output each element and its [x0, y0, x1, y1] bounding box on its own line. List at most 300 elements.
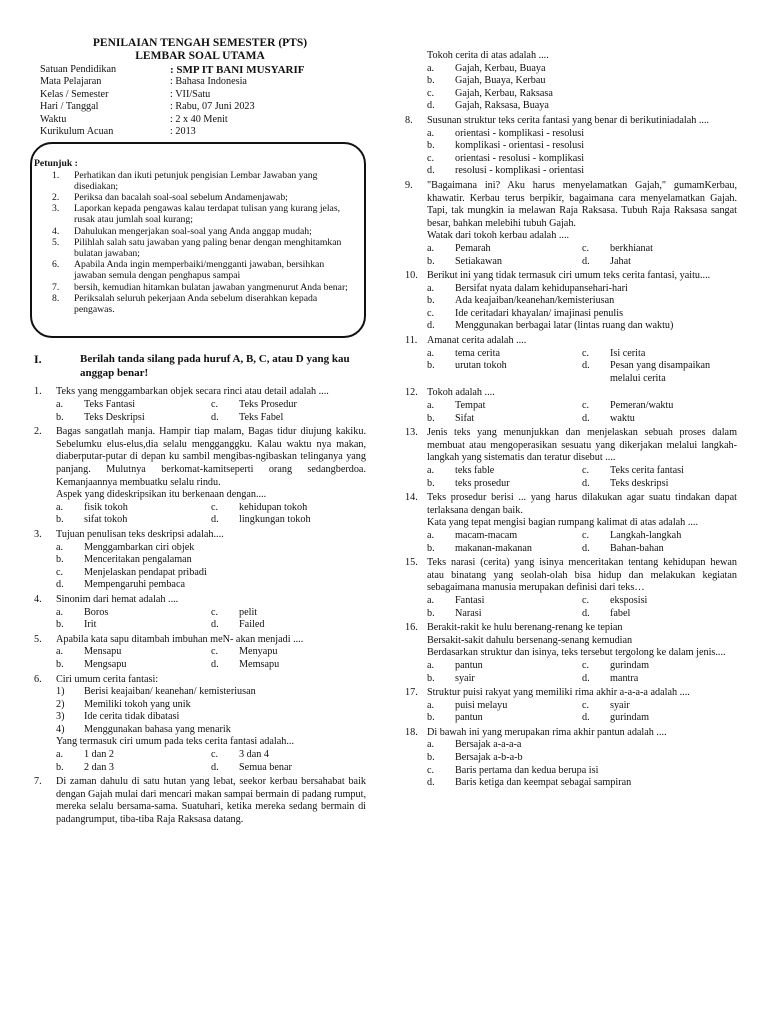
question-item	[34, 674, 366, 750]
option-text: sifat tokoh	[84, 514, 128, 526]
answer-option	[56, 579, 366, 592]
option-text: macam-macam	[455, 529, 518, 541]
option-text: mantra	[610, 672, 639, 684]
option-letter: b.	[56, 554, 64, 566]
option-letter: a.	[56, 606, 64, 618]
question-item	[34, 634, 366, 647]
option-letter: d.	[582, 607, 590, 619]
option-text: Menyapu	[239, 646, 278, 658]
answer-option	[211, 646, 366, 659]
option-letter: c.	[582, 529, 590, 541]
option-text: pelit	[239, 606, 258, 618]
answer-option	[427, 777, 737, 790]
option-text: Pemarah	[455, 242, 491, 254]
answer-option	[582, 413, 737, 426]
instruction-item	[52, 170, 352, 192]
option-letter: b.	[427, 752, 435, 764]
option-letter: a.	[427, 282, 435, 294]
question-stem: Tokoh adalah ....	[427, 387, 495, 399]
question-prompt: Yang termasuk ciri umum pada teks cerita fantasi adalah...	[56, 736, 295, 748]
answer-option	[427, 320, 737, 333]
question-body	[427, 427, 737, 465]
answer-option	[582, 348, 737, 361]
meta-value: : VII/Satu	[170, 88, 211, 100]
option-letter: b.	[427, 75, 435, 87]
answer-option	[427, 478, 582, 491]
option-letter: d.	[427, 320, 435, 332]
option-text: Baris pertama dan kedua berupa isi	[455, 764, 599, 776]
option-text: Teks Prosedur	[239, 399, 297, 411]
subitem-text: Menggunakan bahasa yang menarik	[84, 723, 231, 735]
answer-options	[34, 749, 366, 774]
instruction-number: 3.	[52, 203, 60, 215]
option-text: gurindam	[610, 659, 650, 671]
option-letter: d.	[211, 514, 219, 526]
subitem-text: Berisi keajaiban/ keanehan/ kemisteriusan	[84, 686, 256, 698]
answer-option	[211, 502, 366, 515]
answer-option	[427, 413, 582, 426]
question-item	[34, 386, 366, 399]
option-letter: a.	[56, 541, 64, 553]
exam-meta	[34, 64, 366, 138]
option-text: syair	[610, 699, 630, 711]
option-letter: a.	[427, 242, 435, 254]
question-number: 5.	[34, 633, 42, 645]
subitem-label: 3)	[56, 711, 65, 723]
question-item	[405, 50, 737, 63]
question-item	[405, 557, 737, 595]
option-letter: d.	[582, 542, 590, 554]
question-item	[405, 270, 737, 283]
question-body	[56, 776, 366, 826]
option-letter: d.	[211, 658, 219, 670]
question-prompt: Watak dari tokoh kerbau adalah ....	[427, 230, 570, 242]
question-number: 18.	[405, 726, 418, 738]
answer-option	[582, 700, 737, 713]
meta-value: : 2 x 40 Menit	[170, 113, 228, 125]
option-text: teks prosedur	[455, 477, 510, 489]
question-number: 14.	[405, 492, 418, 504]
answer-option	[211, 412, 366, 425]
question-stem: "Bagaimana ini? Aku harus menyelamatkan Gajah," gumamKerbau, khawatir. Kerbau terus berpikir, bagaimana cara menyelamatkan Gajah. Tapi, tak mungkin ia melawan Raja Raksasa. Tubuh Raja Raksasa sangat besar, bahkan melebihi tubuh Gajah.	[427, 179, 737, 229]
option-letter: b.	[427, 672, 435, 684]
option-letter: b.	[56, 761, 64, 773]
option-text: eksposisi	[610, 594, 648, 606]
question-number: 3.	[34, 528, 42, 540]
option-letter: d.	[427, 100, 435, 112]
option-text: 2 dan 3	[84, 761, 114, 773]
option-letter: d.	[211, 411, 219, 423]
option-text: Mensapu	[84, 646, 122, 658]
option-letter: b.	[56, 619, 64, 631]
instruction-text: Periksa dan bacalah soal-soal sebelum Andamenjawab;	[74, 192, 288, 204]
instruction-number: 6.	[52, 259, 60, 271]
answer-option	[56, 399, 211, 412]
question-item	[405, 492, 737, 530]
option-letter: b.	[427, 255, 435, 267]
option-text: Gajah, Kerbau, Buaya	[455, 62, 546, 74]
question-stem: Ciri umum cerita fantasi:	[56, 673, 159, 685]
option-letter: d.	[56, 579, 64, 591]
question-number: 15.	[405, 557, 418, 569]
answer-option	[427, 88, 737, 101]
option-text: Isi cerita	[610, 347, 646, 359]
subitem-text: Memiliki tokoh yang unik	[84, 698, 191, 710]
option-letter: b.	[427, 295, 435, 307]
meta-value: : 2013	[170, 126, 196, 138]
option-text: fisik tokoh	[84, 501, 128, 513]
instruction-text: bersih, kemudian hitamkan bulatan jawaban yangmenurut Anda benar;	[74, 281, 348, 293]
answer-option	[211, 749, 366, 762]
question-item	[34, 594, 366, 607]
option-letter: b.	[427, 140, 435, 152]
answer-option	[582, 400, 737, 413]
answer-option	[427, 739, 737, 752]
option-letter: b.	[56, 411, 64, 423]
option-text: Menggunakan berbagai latar (lintas ruang dan waktu)	[455, 320, 674, 332]
option-text: Langkah-langkah	[610, 529, 682, 541]
answer-option	[582, 712, 737, 725]
answer-option	[427, 243, 582, 256]
question-number: 11.	[405, 335, 418, 347]
option-letter: a.	[427, 594, 435, 606]
answer-option	[211, 619, 366, 632]
answer-options	[34, 399, 366, 424]
instructions-list	[32, 170, 352, 316]
option-text: Pesan yang disampaikan melalui cerita	[610, 360, 711, 384]
question-body	[427, 387, 737, 400]
question-stem: Bagas sangatlah manja. Hampir tiap malam, Bagas tidur diujung kakiku. Sebelumku elus-elus,dia selalu mengganggku. Kalau waktu nya makan, diaberputar-putar di depan ku sambil mengibas-ngibaskan telinganya yang panjang. Mulutnya berkomat-kamitseperti orang sedangberdoa. Kemanjaannya membuatku selalu rindu.	[56, 426, 366, 488]
question-body	[427, 492, 737, 530]
option-text: 3 dan 4	[239, 749, 269, 761]
option-letter: b.	[427, 360, 435, 372]
answer-option	[211, 607, 366, 620]
question-stem: Apabila kata sapu ditambah imbuhan meN- akan menjadi ....	[56, 633, 304, 645]
answer-option	[582, 660, 737, 673]
option-letter: c.	[582, 242, 590, 254]
answer-option	[582, 360, 737, 385]
answer-option	[427, 256, 582, 269]
question-body	[427, 115, 737, 128]
questions-right	[405, 50, 737, 790]
question-prompt: Kata yang tepat mengisi bagian rumpang kalimat di atas adalah ....	[427, 517, 699, 529]
option-text: Bersajak a-b-a-b	[455, 752, 523, 764]
answer-option	[427, 465, 582, 478]
question-number: 7.	[34, 776, 42, 788]
instruction-text: Periksalah seluruh pekerjaan Anda sebelum diserahkan kepada pengawas.	[74, 292, 318, 316]
question-body	[56, 674, 366, 750]
instruction-number: 8.	[52, 292, 60, 304]
question-item	[405, 180, 737, 243]
option-text: Teks Fabel	[239, 411, 284, 423]
option-text: Mengsapu	[84, 658, 127, 670]
answer-option	[56, 607, 211, 620]
option-letter: d.	[427, 165, 435, 177]
option-text: 1 dan 2	[84, 749, 114, 761]
answer-option	[427, 100, 737, 113]
meta-key: Kurikulum Acuan	[40, 126, 114, 138]
option-letter: c.	[582, 400, 590, 412]
option-letter: a.	[56, 399, 64, 411]
question-body	[427, 687, 737, 700]
question-body	[56, 594, 366, 607]
question-body	[56, 529, 366, 542]
answer-options	[405, 465, 737, 490]
option-text: Pemeran/waktu	[610, 400, 674, 412]
option-text: Memsapu	[239, 658, 280, 670]
instruction-item	[52, 226, 352, 237]
option-text: komplikasi - orientasi - resolusi	[455, 140, 585, 152]
answer-option	[211, 659, 366, 672]
option-letter: a.	[427, 465, 435, 476]
answer-options	[34, 502, 366, 527]
question-subitem	[56, 699, 366, 712]
question-prompt: Berdasarkan struktur dan isinya, teks tersebut tergolong ke dalam jenis....	[427, 647, 726, 659]
question-item	[405, 335, 737, 348]
meta-value: : SMP IT BANI MUSYARIF	[170, 64, 305, 76]
instruction-item	[52, 282, 352, 293]
question-item	[34, 426, 366, 502]
instruction-text: Apabila Anda ingin memperbaiki/mengganti jawaban, bersihkan jawaban semula dengan penghapus sampai	[74, 259, 325, 282]
option-text: Bersajak a-a-a-a	[455, 739, 522, 751]
option-text: Fantasi	[455, 594, 485, 606]
option-text: Ide ceritadari khayalan/ imajinasi penulis	[455, 307, 624, 319]
instruction-item	[52, 293, 352, 315]
answer-option	[56, 646, 211, 659]
option-text: makanan-makanan	[455, 542, 532, 554]
meta-key: Mata Pelajaran	[40, 76, 102, 88]
answer-options	[34, 646, 366, 671]
question-item	[405, 387, 737, 400]
question-body	[427, 557, 737, 595]
option-text: Menceritakan pengalaman	[84, 554, 192, 566]
meta-row	[34, 101, 366, 113]
instruction-text: Perhatikan dan ikuti petunjuk pengisian Lembar Jawaban yang disediakan;	[74, 169, 318, 192]
question-stem: Susunan struktur teks cerita fantasi yang benar di berikutiniadalah ....	[427, 114, 710, 126]
instruction-item	[52, 259, 352, 281]
option-letter: d.	[582, 255, 590, 267]
option-text: Mempengaruhi pembaca	[84, 579, 185, 591]
answer-option	[427, 765, 737, 778]
option-letter: c.	[427, 307, 435, 319]
option-letter: d.	[582, 477, 590, 489]
question-stem: Amanat cerita adalah ....	[427, 335, 527, 347]
option-text: urutan tokoh	[455, 360, 507, 372]
answer-option	[427, 308, 737, 321]
option-letter: b.	[427, 412, 435, 424]
option-letter: c.	[582, 659, 590, 671]
question-body	[427, 270, 737, 283]
answer-option	[56, 554, 366, 567]
option-letter: c.	[211, 399, 219, 411]
right-column	[405, 48, 737, 790]
question-number: 6.	[34, 673, 42, 685]
answer-option	[211, 399, 366, 412]
answer-option	[56, 502, 211, 515]
option-text: puisi melayu	[455, 699, 508, 711]
question-subitem	[56, 724, 366, 737]
question-item	[405, 727, 737, 740]
option-text: gurindam	[610, 712, 650, 724]
option-text: orientasi - resolusi - komplikasi	[455, 152, 585, 164]
meta-key: Satuan Pendidikan	[40, 64, 117, 75]
answer-options	[405, 400, 737, 425]
option-letter: a.	[427, 659, 435, 671]
option-text: Gajah, Kerbau, Raksasa	[455, 87, 553, 99]
option-text: Narasi	[455, 607, 482, 619]
question-number: 9.	[405, 179, 413, 191]
option-text: Bersifat nyata dalam kehidupansehari-hari	[455, 282, 628, 294]
answer-options	[405, 243, 737, 268]
question-item	[405, 427, 737, 465]
answer-options	[405, 348, 737, 386]
option-text: Bahan-bahan	[610, 542, 664, 554]
answer-options	[34, 542, 366, 592]
instruction-number: 1.	[52, 169, 60, 181]
option-text: Jahat	[610, 255, 631, 267]
question-body	[427, 180, 737, 243]
question-stem: Berikut ini yang tidak termasuk ciri umum teks cerita fantasi, yaitu....	[427, 270, 711, 282]
question-number: 1.	[34, 386, 42, 398]
option-text: Semua benar	[239, 761, 292, 773]
answer-option	[427, 153, 737, 166]
instruction-number: 7.	[52, 281, 60, 293]
page-title: PENILAIAN TENGAH SEMESTER (PTS)	[92, 37, 308, 49]
question-body	[427, 335, 737, 348]
meta-key: Hari / Tanggal	[40, 101, 99, 113]
option-text: lingkungan tokoh	[239, 514, 311, 526]
option-text: resolusi - komplikasi - orientasi	[455, 165, 585, 177]
answer-option	[582, 530, 737, 543]
option-letter: c.	[211, 606, 219, 618]
meta-row	[34, 89, 366, 101]
meta-key: Kelas / Semester	[40, 88, 109, 100]
answer-option	[427, 543, 582, 556]
option-text: Teks Fantasi	[84, 399, 136, 411]
question-body	[427, 622, 737, 660]
instruction-number: 4.	[52, 225, 60, 237]
option-text: teks fable	[455, 465, 495, 476]
meta-row	[34, 64, 366, 76]
subitem-text: Ide cerita tidak dibatasi	[84, 711, 180, 723]
answer-option	[427, 140, 737, 153]
instructions-heading: Petunjuk :	[34, 158, 78, 170]
option-letter: a.	[427, 127, 435, 139]
option-letter: b.	[427, 542, 435, 554]
answer-option	[56, 762, 211, 775]
option-text: waktu	[610, 412, 635, 424]
answer-option	[56, 567, 366, 580]
answer-option	[582, 243, 737, 256]
answer-option	[56, 659, 211, 672]
option-letter: b.	[427, 607, 435, 619]
answer-options	[405, 530, 737, 555]
option-text: tema cerita	[455, 347, 500, 359]
answer-option	[427, 595, 582, 608]
question-stem: Teks prosedur berisi ... yang harus dilakukan agar suatu tindakan dapat terlaksana dengan baik.	[427, 492, 737, 516]
meta-key: Waktu	[40, 113, 67, 125]
question-number: 2.	[34, 426, 42, 438]
option-letter: a.	[427, 62, 435, 74]
option-text: Baris ketiga dan keempat sebagai sampiran	[455, 777, 632, 789]
option-text: Teks deskripsi	[610, 477, 669, 489]
answer-option	[582, 465, 737, 478]
option-letter: c.	[56, 566, 64, 578]
option-letter: c.	[427, 152, 435, 164]
answer-option	[427, 608, 582, 621]
option-letter: b.	[427, 477, 435, 489]
answer-options	[405, 660, 737, 685]
question-item	[34, 529, 366, 542]
option-letter: d.	[211, 619, 219, 631]
meta-value: : Bahasa Indonesia	[170, 76, 247, 88]
option-letter: d.	[582, 672, 590, 684]
section-number: I.	[34, 352, 42, 367]
option-letter: c.	[582, 465, 590, 476]
instruction-item	[52, 237, 352, 259]
answer-option	[582, 673, 737, 686]
option-letter: d.	[582, 712, 590, 724]
option-letter: a.	[427, 529, 435, 541]
answer-option	[211, 762, 366, 775]
answer-option	[582, 256, 737, 269]
answer-option	[427, 660, 582, 673]
answer-options	[405, 739, 737, 789]
option-letter: c.	[582, 699, 590, 711]
question-body	[427, 727, 737, 740]
instruction-number: 5.	[52, 236, 60, 248]
question-number: 8.	[405, 114, 413, 126]
option-text: Menggambarkan ciri objek	[84, 541, 195, 553]
answer-option	[56, 514, 211, 527]
option-letter: c.	[582, 594, 590, 606]
instruction-number: 2.	[52, 192, 60, 204]
question-stem: Di zaman dahulu di satu hutan yang lebat, seekor kerbau bersahabat baik dengan Gajah mulai dari mencari makan sampai bermain di padang rumput, mereka selalu bersama-sama. Suatuhari, ketika mereka sedang bermain di padangrumput, tiba-tiba Raja Raksasa datang.	[56, 776, 366, 826]
option-letter: c.	[211, 749, 219, 761]
option-letter: d.	[582, 412, 590, 424]
option-letter: d.	[427, 777, 435, 789]
instruction-text: Dahulukan mengerjakan soal-soal yang Anda anggap mudah;	[74, 225, 312, 237]
option-text: Teks cerita fantasi	[610, 465, 684, 476]
option-letter: a.	[56, 749, 64, 761]
question-item	[34, 776, 366, 826]
option-text: Failed	[239, 619, 265, 631]
answer-option	[211, 514, 366, 527]
option-letter: a.	[56, 646, 64, 658]
question-stem: Berakit-rakit ke hulu berenang-renang ke tepian	[427, 622, 623, 634]
section-instruction: Berilah tanda silang pada huruf A, B, C, atau D yang kau anggap benar!	[80, 353, 350, 380]
question-number: 4.	[34, 593, 42, 605]
subitem-label: 1)	[56, 686, 65, 698]
answer-options	[34, 607, 366, 632]
option-letter: a.	[427, 347, 435, 359]
question-prompt: Bersakit-sakit dahulu bersenang-senang kemudian	[427, 634, 633, 646]
option-text: Boros	[84, 606, 109, 618]
subitem-label: 4)	[56, 723, 65, 735]
question-item	[405, 687, 737, 700]
question-body	[427, 50, 737, 63]
section-heading	[34, 352, 366, 380]
option-text: Setiakawan	[455, 255, 502, 267]
option-letter: c.	[427, 764, 435, 776]
answer-options	[405, 700, 737, 725]
answer-options	[405, 128, 737, 178]
answer-option	[427, 128, 737, 141]
option-letter: a.	[427, 699, 435, 711]
answer-option	[427, 295, 737, 308]
option-text: Teks Deskripsi	[84, 411, 145, 423]
option-text: kehidupan tokoh	[239, 501, 308, 513]
